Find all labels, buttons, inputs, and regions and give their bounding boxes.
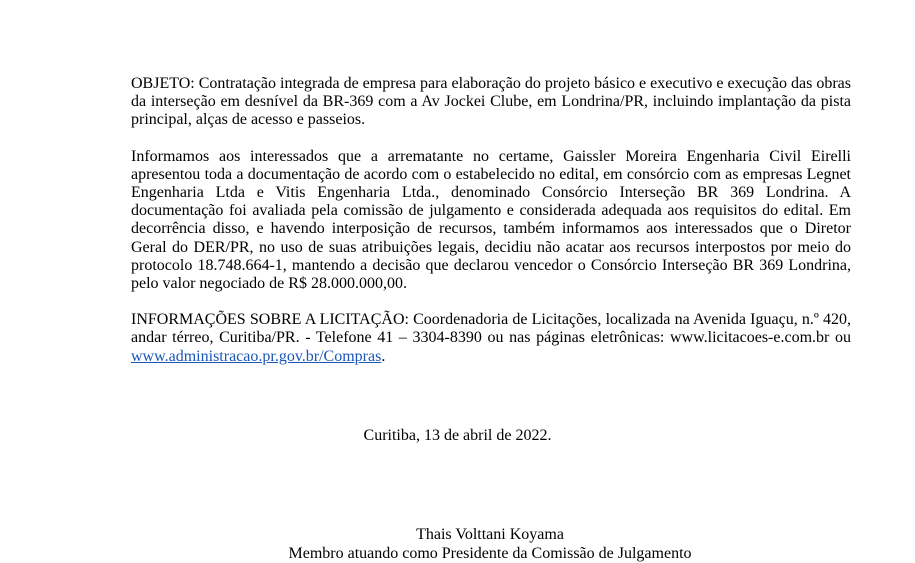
informacoes-label: INFORMAÇÕES SOBRE A LICITAÇÃO: <box>131 311 409 329</box>
informamos-paragraph: Informamos aos interessados que a arrematante no certame, Gaissler Moreira Engenharia Civil Eirelli apresentou toda a documentação de acordo com o estabelecido no edital, em consórcio com as empresas Legnet Engenharia Ltda e Vitis Engenharia Ltda., denominado Consórcio Interseção BR 369 Londrina. A documentação foi avaliada pela comissão de julgamento e considerada adequada aos requisitos do edital. Em decorrência disso, e havendo interposição de recursos, também informamos aos interessados que o Diretor Geral do DER/PR, no uso de suas atribuições legais, decidiu não acatar aos recursos interpostos por meio do protocolo 18.748.664-1, mantendo a decisão que declarou vencedor o Consórcio Interseção BR 369 Londrina, pelo valor negociado de R$ 28.000.000,00. <box>131 147 851 293</box>
compras-link[interactable]: www.administracao.pr.gov.br/Compras <box>131 347 382 365</box>
informacoes-after: . <box>381 347 386 365</box>
document-date: Curitiba, 13 de abril de 2022. <box>363 427 552 444</box>
signature-block <box>0 525 915 563</box>
document-body <box>131 75 851 384</box>
signatory-role: Membro atuando como Presidente da Comissão de Julgamento <box>288 545 692 562</box>
objeto-paragraph <box>131 75 851 130</box>
objeto-label: OBJETO: <box>131 75 195 92</box>
objeto-text: Contratação integrada de empresa para elaboração do projeto básico e executivo e execução das obras da interseção em desnível da BR-369 com a Av Jockei Clube, em Londrina/PR, incluindo implantação da pista principal, alças de acesso e passeios. <box>131 75 851 129</box>
informacoes-paragraph <box>131 311 851 366</box>
signatory-name: Thais Volttani Koyama <box>416 526 564 543</box>
informacoes-text: Coordenadoria de Licitações, localizada na Avenida Iguaçu, n.º 420, andar térreo, Curitiba/PR. - Telefone 41 – 3304-8390 ou nas páginas eletrônicas: www.licitacoes-e.com.br ou <box>131 311 852 347</box>
